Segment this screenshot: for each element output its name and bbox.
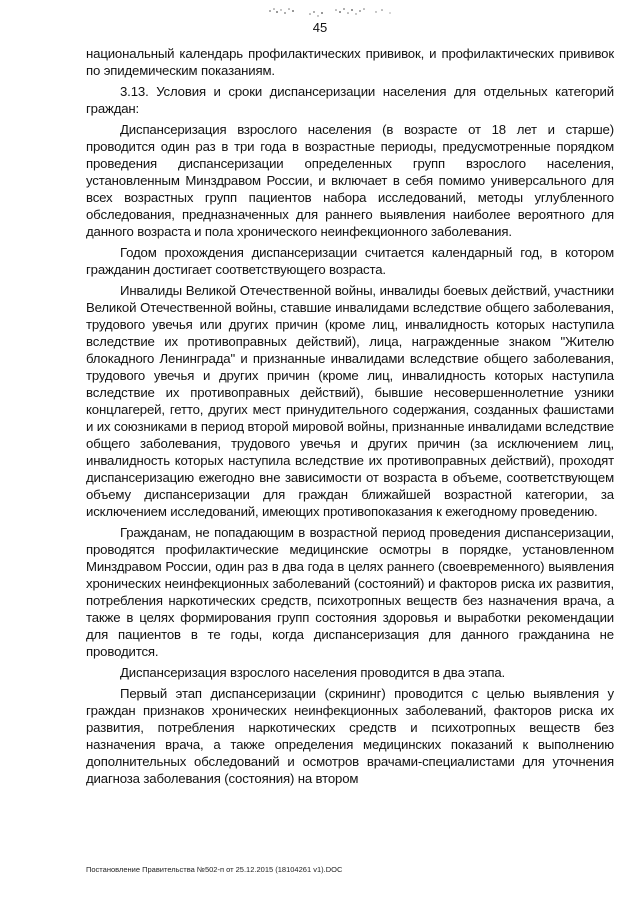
document-footer: Постановление Правительства №502-п от 25.12.2015 (18104261 v1).DOC bbox=[86, 865, 343, 874]
document-body bbox=[86, 45, 614, 791]
paragraph: Первый этап диспансеризации (скрининг) проводится с целью выявления у граждан признаков хронических неинфекционных заболеваний, факторов риска их развития, потребления наркотических средств и психотропных веществ без назначения врача, а также определения медицинских показаний к выполнению дополнительных обследований и осмотров врачами-специалистами для уточнения диагноза заболевания (состояния) на втором bbox=[86, 686, 614, 786]
paragraph: национальный календарь профилактических прививок, и профилактических прививок по эпидемическим показаниям. bbox=[86, 46, 614, 78]
paragraph: Годом прохождения диспансеризации считается календарный год, в котором гражданин достигает соответствующего возраста. bbox=[86, 245, 614, 277]
paragraph: Гражданам, не попадающим в возрастной период проведения диспансеризации, проводятся профилактические медицинские осмотры в порядке, установленном Минздравом России, один раз в два года в целях раннего (своевременного) выявления хронических неинфекционных заболеваний (состояний) и факторов риска их развития, потребления наркотических средств, психотропных веществ без назначения врача, а также в целях формирования групп состояния здоровья и выработки рекомендации для пациентов в те годы, когда диспансеризация для данного гражданина не проводится. bbox=[86, 525, 614, 659]
section-heading: 3.13. Условия и сроки диспансеризации населения для отдельных категорий граждан: bbox=[86, 84, 614, 116]
paragraph: Диспансеризация взрослого населения проводится в два этапа. bbox=[120, 665, 506, 680]
paragraph: Инвалиды Великой Отечественной войны, инвалиды боевых действий, участники Великой Отечественной войны, ставшие инвалидами вследствие общего заболевания, трудового увечья или других причин (кроме лиц, инвалидность которых наступила вследствие их противоправных действий), лица, награжденные знаком "Жителю блокадного Ленинграда" и признанные инвалидами вследствие общего заболевания, трудового увечья и других причин (кроме лиц, инвалидность которых наступила вследствие их противоправных действий), бывшие несовершеннолетние узники концлагерей, гетто, других мест принудительного содержания, созданных фашистами и их союзниками в период второй мировой войны, признанные инвалидами вследствие общего заболевания, трудового увечья и других причин (за исключением лиц, инвалидность которых наступила вследствие их противоправных действий), проходят диспансеризацию ежегодно вне зависимости от возраста в объеме, соответствующем объему диспансеризации для граждан ближайшей возрастной категории, за исключением исследований, имеющих противопоказания к ежегодному проведению. bbox=[86, 283, 614, 519]
paragraph: Диспансеризация взрослого населения (в возрасте от 18 лет и старше) проводится один раз в три года в возрастные периоды, предусмотренные порядком проведения диспансеризации определенных групп взрослого населения, установленным Минздравом России, и включает в себя помимо универсального для всех возрастных групп пациентов набора исследований, методы углубленного обследования, предназначенных для раннего выявления наиболее вероятного для данного возраста и пола хронического неинфекционного заболевания. bbox=[86, 122, 614, 239]
page-number: 45 bbox=[312, 20, 328, 35]
